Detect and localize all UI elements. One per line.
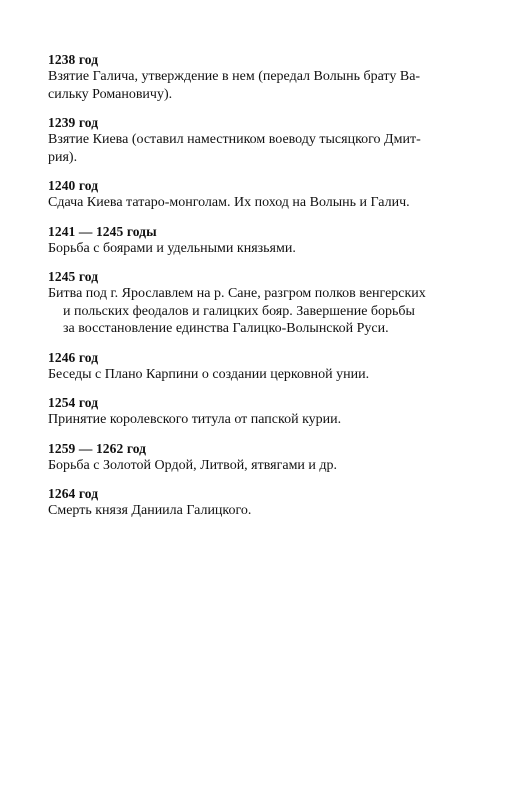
entry-text	[48, 457, 468, 475]
entry-text-line: Битва под г. Ярославлем на р. Сане, разгром полков венгерских	[48, 286, 426, 301]
entry-text-line: сильку Романовичу).	[48, 86, 173, 102]
chronology-entry	[48, 268, 468, 338]
entry-year: 1238 год	[48, 52, 99, 67]
entry-year: 1245 год	[48, 269, 99, 284]
entry-text	[48, 366, 468, 384]
chronology-entry	[48, 114, 468, 166]
entry-text	[48, 285, 468, 338]
entry-text-line: за восстановление единства Галицко-Волынской Руси.	[63, 321, 389, 336]
entry-text	[48, 502, 468, 520]
entry-year: 1259 — 1262 год	[48, 440, 147, 456]
entry-text-line: Смерть князя Даниила Галицкого.	[48, 503, 252, 518]
entry-text-line: Взятие Галича, утверждение в нем (передал Волынь брату Ва-	[48, 69, 421, 84]
entry-text	[48, 240, 468, 258]
entry-year: 1254 год	[48, 395, 99, 410]
entry-year: 1240 год	[48, 178, 99, 193]
entry-text	[48, 194, 468, 212]
entry-year: 1264 год	[48, 486, 99, 501]
entry-text	[48, 131, 468, 166]
entry-year: 1246 год	[48, 349, 99, 365]
entry-year: 1239 год	[48, 115, 99, 130]
entry-year: 1241 — 1245 годы	[48, 223, 157, 239]
entry-text-line: и польских феодалов и галицких бояр. Завершение борьбы	[63, 303, 415, 319]
chronology-entry	[48, 349, 468, 384]
entry-text-line: рия).	[48, 149, 78, 165]
chronology-entry	[48, 485, 468, 520]
entry-text-line: Принятие королевского титула от папской курии.	[48, 412, 342, 427]
entry-text-line: Борьба с Золотой Ордой, Литвой, ятвягами и др.	[48, 457, 338, 473]
chronology-page	[48, 51, 468, 531]
chronology-entry	[48, 177, 468, 212]
entry-text-line: Борьба с боярами и удельными князьями.	[48, 240, 296, 256]
entry-text-line: Беседы с Плано Карпини о создании церковной унии.	[48, 366, 370, 382]
entry-text-line: Взятие Киева (оставил наместником воеводу тысяцкого Дмит-	[48, 132, 421, 147]
entry-text	[48, 411, 468, 429]
chronology-entry	[48, 51, 468, 103]
chronology-entry	[48, 223, 468, 258]
entry-text-line: Сдача Киева татаро-монголам. Их поход на Волынь и Галич.	[48, 195, 410, 210]
chronology-entry	[48, 440, 468, 475]
chronology-entry	[48, 394, 468, 429]
entry-text	[48, 68, 468, 103]
